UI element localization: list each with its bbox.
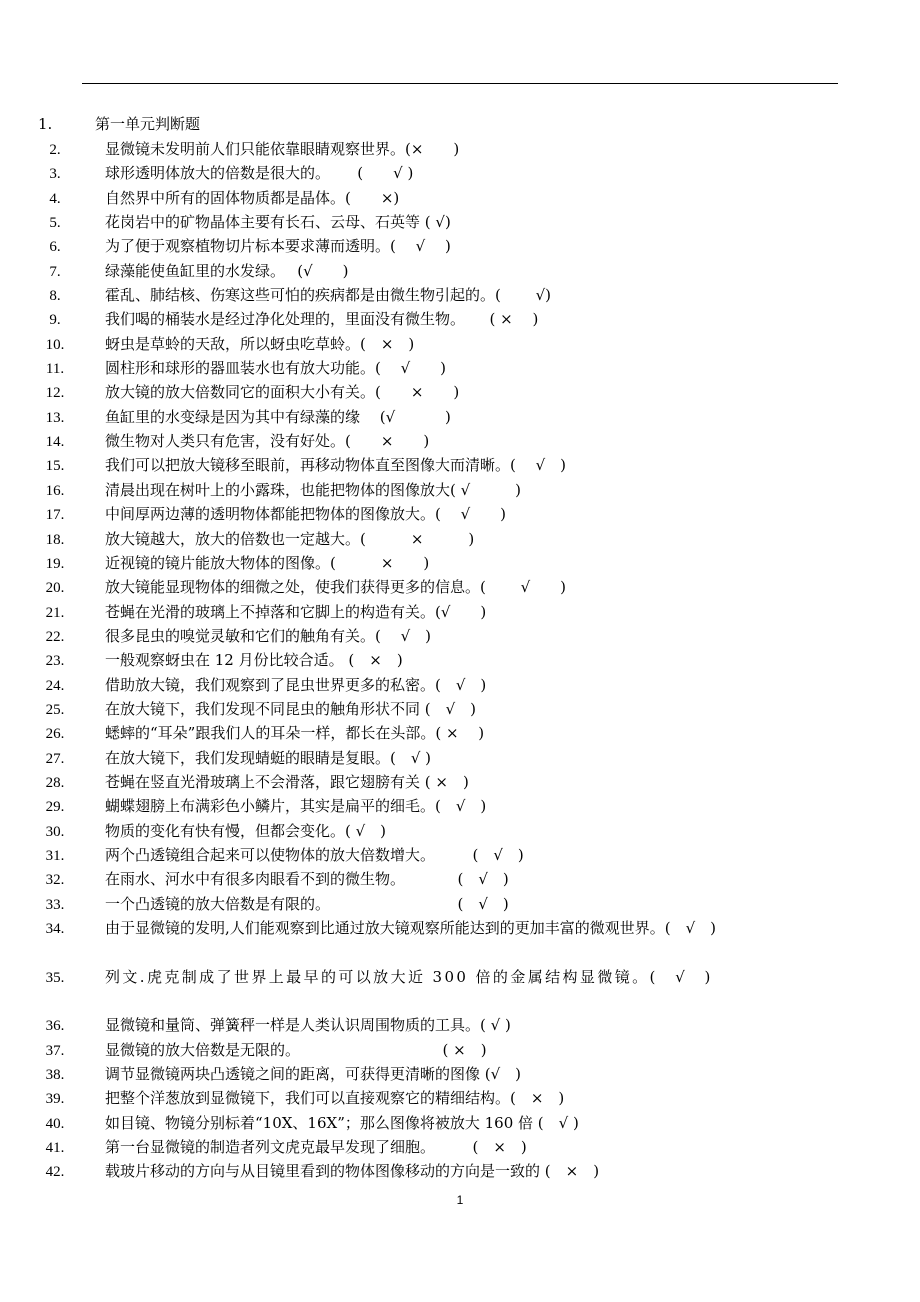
item-statement: 把整个洋葱放到显微镜下，我们可以直接观察它的精细结构。( × ) (105, 1089, 565, 1108)
item-number: 9. (49, 312, 61, 329)
list-item (0, 1063, 920, 1087)
item-statement: 如目镜、物镜分别标着“10X、16X”；那么图像将被放大 160 倍 ( √ ) (105, 1113, 579, 1132)
item-number: 39. (45, 1091, 65, 1108)
item-statement: 苍蝇在光滑的玻璃上不掉落和它脚上的构造有关。(√ ) (105, 602, 487, 621)
item-statement: 显微镜和量筒、弹簧秤一样是人类认识周围物质的工具。( √ ) (105, 1016, 511, 1035)
item-statement: 很多昆虫的嗅觉灵敏和它们的触角有关。( √ ) (105, 626, 432, 645)
item-statement: 我们可以把放大镜移至眼前，再移动物体直至图像大而清晰。( √ ) (105, 456, 567, 475)
item-statement: 自然界中所有的固体物质都是晶体。( ×) (105, 188, 400, 207)
item-statement: 在放大镜下，我们发现蜻蜓的眼睛是复眼。( √ ) (105, 748, 432, 767)
item-number: 4. (49, 190, 61, 207)
item-number: 8. (49, 288, 61, 305)
item-statement: 微生物对人类只有危害，没有好处。( × ) (105, 432, 430, 451)
item-number: 14. (45, 434, 65, 451)
list-item (0, 674, 920, 698)
item-statement: 第一台显微镜的制造者列文虎克最早发现了细胞。 ( × ) (105, 1138, 527, 1157)
item-number: 30. (45, 823, 65, 840)
item-number: 37. (45, 1042, 65, 1059)
list-item (0, 406, 920, 430)
item-statement: 显微镜的放大倍数是无限的。 ( × ) (105, 1040, 487, 1059)
list-item (0, 576, 920, 600)
list-item (0, 357, 920, 381)
item-statement: 放大镜越大，放大的倍数也一定越大。( × ) (105, 529, 475, 548)
list-item (0, 333, 920, 357)
item-number: 24. (45, 677, 65, 694)
list-item (0, 795, 920, 819)
item-number: 35. (45, 969, 65, 986)
list-item (0, 235, 920, 259)
item-statement: 显微镜未发明前人们只能依靠眼睛观察世界。(× ) (105, 140, 460, 158)
list-item (0, 187, 920, 211)
item-statement: 载玻片移动的方向与从目镜里看到的物体图像移动的方向是一致的 ( × ) (105, 1162, 600, 1181)
list-item (0, 844, 920, 868)
list-item (0, 722, 920, 746)
item-number: 28. (45, 774, 65, 791)
list-item (0, 917, 920, 966)
list-item (0, 868, 920, 892)
list-item (0, 1087, 920, 1111)
item-number: 12. (45, 385, 65, 402)
list-item (0, 698, 920, 722)
item-number: 11. (45, 361, 65, 378)
page-title (38, 114, 200, 134)
list-item (0, 138, 920, 162)
list-item (0, 601, 920, 625)
list-item (0, 1112, 920, 1136)
list-item (0, 1160, 920, 1184)
item-number: 15. (45, 458, 65, 475)
item-statement: 蟋蟀的“耳朵”跟我们人的耳朵一样，都长在头部。( × ) (105, 724, 485, 743)
item-statement: 花岗岩中的矿物晶体主要有长石、云母、石英等 ( √) (105, 213, 451, 232)
item-statement: 调节显微镜两块凸透镜之间的距离，可获得更清晰的图像 (√ ) (105, 1065, 522, 1084)
list-item (0, 625, 920, 649)
item-number: 16. (45, 482, 65, 499)
item-statement: 借助放大镜，我们观察到了昆虫世界更多的私密。( √ ) (105, 675, 487, 694)
item-statement: 由于显微镜的发明,人们能观察到比通过放大镜观察所能达到的更加丰富的微观世界。( √ ) (105, 919, 717, 937)
list-item (0, 1014, 920, 1038)
item-statement: 圆柱形和球形的器皿装水也有放大功能。( √ ) (105, 359, 447, 378)
item-number: 33. (45, 896, 65, 913)
item-statement: 一般观察蚜虫在 12 月份比较合适。 ( × ) (105, 651, 403, 670)
item-statement: 放大镜能显现物体的细微之处，使我们获得更多的信息。( √ ) (105, 578, 567, 597)
page-number: 1 (456, 1193, 464, 1207)
item-number: 20. (45, 580, 65, 597)
item-statement: 列文.虎克制成了世界上最早的可以放大近 300 倍的金属结构显微镜。( √ ) (105, 967, 713, 986)
list-item (0, 820, 920, 844)
list-item (0, 893, 920, 917)
list-item (0, 747, 920, 771)
list-item (0, 966, 920, 1015)
item-number: 26. (45, 726, 65, 743)
item-number: 19. (45, 555, 65, 572)
item-number: 5. (49, 215, 61, 232)
item-statement: 中间厚两边薄的透明物体都能把物体的图像放大。( √ ) (105, 505, 507, 524)
item-statement: 为了便于观察植物切片标本要求薄而透明。( √ ) (105, 237, 451, 256)
item-number: 10. (45, 336, 65, 353)
list-item (0, 260, 920, 284)
list-item (0, 308, 920, 332)
item-statement: 球形透明体放大的倍数是很大的。 ( √ ) (105, 164, 414, 183)
item-number: 17. (45, 507, 65, 524)
title-number: 1. (38, 115, 53, 133)
item-number: 38. (45, 1067, 65, 1084)
item-number: 40. (45, 1115, 65, 1132)
question-list (0, 138, 920, 1185)
list-item (0, 454, 920, 478)
list-item (0, 771, 920, 795)
item-statement: 一个凸透镜的放大倍数是有限的。 ( √ ) (105, 894, 509, 913)
item-number: 41. (45, 1140, 65, 1157)
item-number: 34. (45, 921, 65, 937)
item-statement: 我们喝的桶装水是经过净化处理的，里面没有微生物。 ( × ) (105, 310, 539, 329)
item-statement: 蝴蝶翅膀上布满彩色小鳞片，其实是扁平的细毛。( √ ) (105, 797, 487, 816)
list-item (0, 649, 920, 673)
item-number: 22. (45, 628, 65, 645)
list-item (0, 162, 920, 186)
item-number: 18. (45, 531, 65, 548)
item-number: 27. (45, 750, 65, 767)
list-item (0, 552, 920, 576)
list-item (0, 211, 920, 235)
item-number: 13. (45, 409, 65, 426)
list-item (0, 503, 920, 527)
item-statement: 苍蝇在竖直光滑玻璃上不会滑落，跟它翅膀有关 ( × ) (105, 772, 469, 791)
item-number: 29. (45, 799, 65, 816)
item-number: 7. (49, 263, 61, 280)
item-number: 2. (49, 142, 61, 158)
item-statement: 物质的变化有快有慢，但都会变化。( √ ) (105, 821, 387, 840)
item-statement: 近视镜的镜片能放大物体的图像。( × ) (105, 553, 430, 572)
list-item (0, 1136, 920, 1160)
item-number: 6. (49, 239, 61, 256)
item-number: 31. (45, 847, 65, 864)
list-item (0, 284, 920, 308)
item-number: 42. (45, 1164, 65, 1181)
item-statement: 清晨出现在树叶上的小露珠，也能把物体的图像放大( √ ) (105, 480, 522, 499)
list-item (0, 430, 920, 454)
list-item (0, 479, 920, 503)
list-item (0, 528, 920, 552)
item-statement: 鱼缸里的水变绿是因为其中有绿藻的缘 (√ ) (105, 407, 451, 426)
item-statement: 绿藻能使鱼缸里的水发绿。 (√ ) (105, 261, 349, 280)
item-statement: 在雨水、河水中有很多肉眼看不到的微生物。 ( √ ) (105, 870, 509, 889)
item-statement: 在放大镜下，我们发现不同昆虫的触角形状不同 ( √ ) (105, 699, 477, 718)
item-number: 36. (45, 1018, 65, 1035)
list-item (0, 381, 920, 405)
item-number: 21. (45, 604, 65, 621)
list-item (0, 1039, 920, 1063)
item-statement: 放大镜的放大倍数同它的面积大小有关。( × ) (105, 383, 460, 402)
title-text: 第一单元判断题 (95, 115, 201, 133)
item-number: 25. (45, 701, 65, 718)
item-number: 32. (45, 872, 65, 889)
item-number: 3. (49, 166, 61, 183)
item-statement: 蚜虫是草蛉的天敌，所以蚜虫吃草蛉。( × ) (105, 334, 415, 353)
item-statement: 霍乱、肺结核、伤寒这些可怕的疾病都是由微生物引起的。( √) (105, 286, 552, 305)
item-statement: 两个凸透镜组合起来可以使物体的放大倍数增大。 ( √ ) (105, 845, 524, 864)
header-rule (82, 83, 838, 84)
item-number: 23. (45, 653, 65, 670)
